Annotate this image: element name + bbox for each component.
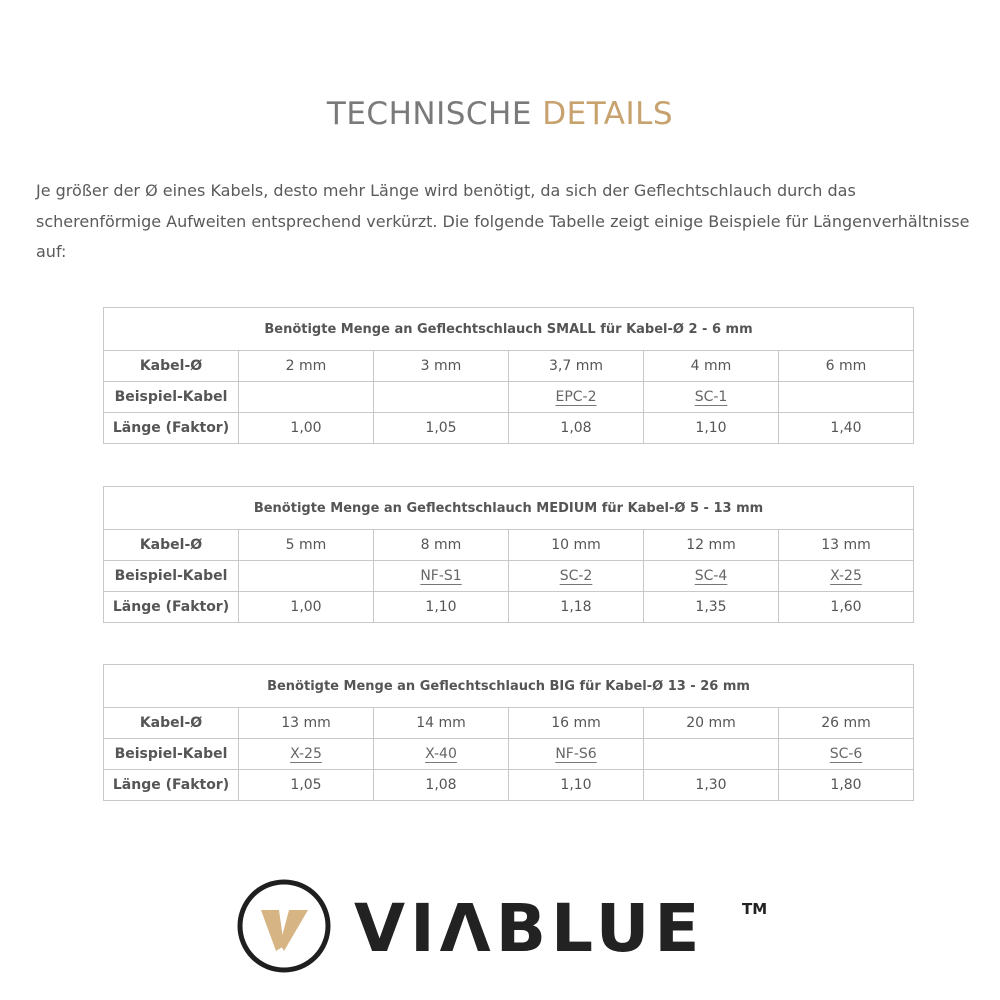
factor-cell: 1,30 — [644, 770, 779, 801]
example-cell-empty — [644, 739, 779, 770]
table-big — [103, 664, 914, 801]
example-cell — [644, 382, 779, 413]
table-row-diameter — [104, 530, 914, 561]
diameter-cell: 2 mm — [239, 351, 374, 382]
cable-link-epc-2[interactable]: EPC-2 — [555, 389, 597, 405]
table-title: Benötigte Menge an Geflechtschlauch SMALL für Kabel-Ø 2 - 6 mm — [104, 308, 914, 351]
factor-cell: 1,60 — [779, 592, 914, 623]
row-label-diameter: Kabel-Ø — [104, 530, 239, 561]
table-row-example — [104, 739, 914, 770]
factor-cell: 1,18 — [509, 592, 644, 623]
cable-link-nf-s1[interactable]: NF-S1 — [420, 568, 462, 584]
row-label-length: Länge (Faktor) — [104, 770, 239, 801]
intro-text: Je größer der Ø eines Kabels, desto mehr Länge wird benötigt, da sich der Geflechtschlauch durch das scherenförmige Aufweiten entsprechend verkürzt. Die folgende Tabelle zeigt einige Beispiele für Längenverhältnisse auf: — [36, 181, 970, 261]
diameter-cell: 3,7 mm — [509, 351, 644, 382]
factor-cell: 1,00 — [239, 413, 374, 444]
table-row-diameter — [104, 351, 914, 382]
example-cell-empty — [239, 382, 374, 413]
row-label-length: Länge (Faktor) — [104, 413, 239, 444]
diameter-cell: 8 mm — [374, 530, 509, 561]
viablue-v-icon — [236, 878, 332, 974]
factor-cell: 1,35 — [644, 592, 779, 623]
diameter-cell: 13 mm — [779, 530, 914, 561]
diameter-cell: 4 mm — [644, 351, 779, 382]
table-row-diameter — [104, 708, 914, 739]
diameter-cell: 16 mm — [509, 708, 644, 739]
title-part-technische: TECHNISCHE — [326, 96, 543, 132]
diameter-cell: 5 mm — [239, 530, 374, 561]
example-cell — [374, 561, 509, 592]
cable-link-x-25[interactable]: X-25 — [830, 568, 862, 584]
cable-link-sc-1[interactable]: SC-1 — [694, 389, 728, 405]
factor-cell: 1,40 — [779, 413, 914, 444]
example-cell-empty — [779, 382, 914, 413]
factor-cell: 1,10 — [374, 592, 509, 623]
example-cell — [509, 739, 644, 770]
table-row-length — [104, 770, 914, 801]
cable-link-nf-s6[interactable]: NF-S6 — [555, 746, 597, 762]
viablue-wordmark: VIΛBLUE — [354, 890, 705, 967]
viablue-logo — [236, 878, 796, 974]
cable-link-x-25[interactable]: X-25 — [290, 746, 322, 762]
factor-cell: 1,10 — [509, 770, 644, 801]
diameter-cell: 10 mm — [509, 530, 644, 561]
table-row-length — [104, 592, 914, 623]
diameter-cell: 3 mm — [374, 351, 509, 382]
table-title: Benötigte Menge an Geflechtschlauch MEDIUM für Kabel-Ø 5 - 13 mm — [104, 487, 914, 530]
row-label-diameter: Kabel-Ø — [104, 351, 239, 382]
table-row-example — [104, 382, 914, 413]
factor-cell: 1,80 — [779, 770, 914, 801]
title-part-details: DETAILS — [542, 96, 674, 132]
cable-link-sc-4[interactable]: SC-4 — [694, 568, 728, 584]
example-cell — [644, 561, 779, 592]
example-cell — [779, 561, 914, 592]
factor-cell: 1,05 — [374, 413, 509, 444]
factor-cell: 1,08 — [374, 770, 509, 801]
row-label-example: Beispiel-Kabel — [104, 561, 239, 592]
table-medium — [103, 486, 914, 623]
cable-link-sc-2[interactable]: SC-2 — [559, 568, 593, 584]
row-label-example: Beispiel-Kabel — [104, 739, 239, 770]
factor-cell: 1,10 — [644, 413, 779, 444]
table-small — [103, 307, 914, 444]
example-cell — [509, 561, 644, 592]
diameter-cell: 13 mm — [239, 708, 374, 739]
row-label-length: Länge (Faktor) — [104, 592, 239, 623]
example-cell — [779, 739, 914, 770]
row-label-example: Beispiel-Kabel — [104, 382, 239, 413]
diameter-cell: 20 mm — [644, 708, 779, 739]
diameter-cell: 26 mm — [779, 708, 914, 739]
factor-cell: 1,00 — [239, 592, 374, 623]
diameter-cell: 14 mm — [374, 708, 509, 739]
table-title: Benötigte Menge an Geflechtschlauch BIG für Kabel-Ø 13 - 26 mm — [104, 665, 914, 708]
example-cell — [374, 739, 509, 770]
row-label-diameter: Kabel-Ø — [104, 708, 239, 739]
table-row-example — [104, 561, 914, 592]
factor-cell: 1,08 — [509, 413, 644, 444]
diameter-cell: 6 mm — [779, 351, 914, 382]
diameter-cell: 12 mm — [644, 530, 779, 561]
trademark-symbol: TM — [742, 900, 768, 918]
example-cell — [509, 382, 644, 413]
example-cell-empty — [239, 561, 374, 592]
page-title — [0, 96, 1000, 132]
example-cell-empty — [374, 382, 509, 413]
table-row-length — [104, 413, 914, 444]
example-cell — [239, 739, 374, 770]
cable-link-x-40[interactable]: X-40 — [425, 746, 457, 762]
cable-link-sc-6[interactable]: SC-6 — [829, 746, 863, 762]
factor-cell: 1,05 — [239, 770, 374, 801]
